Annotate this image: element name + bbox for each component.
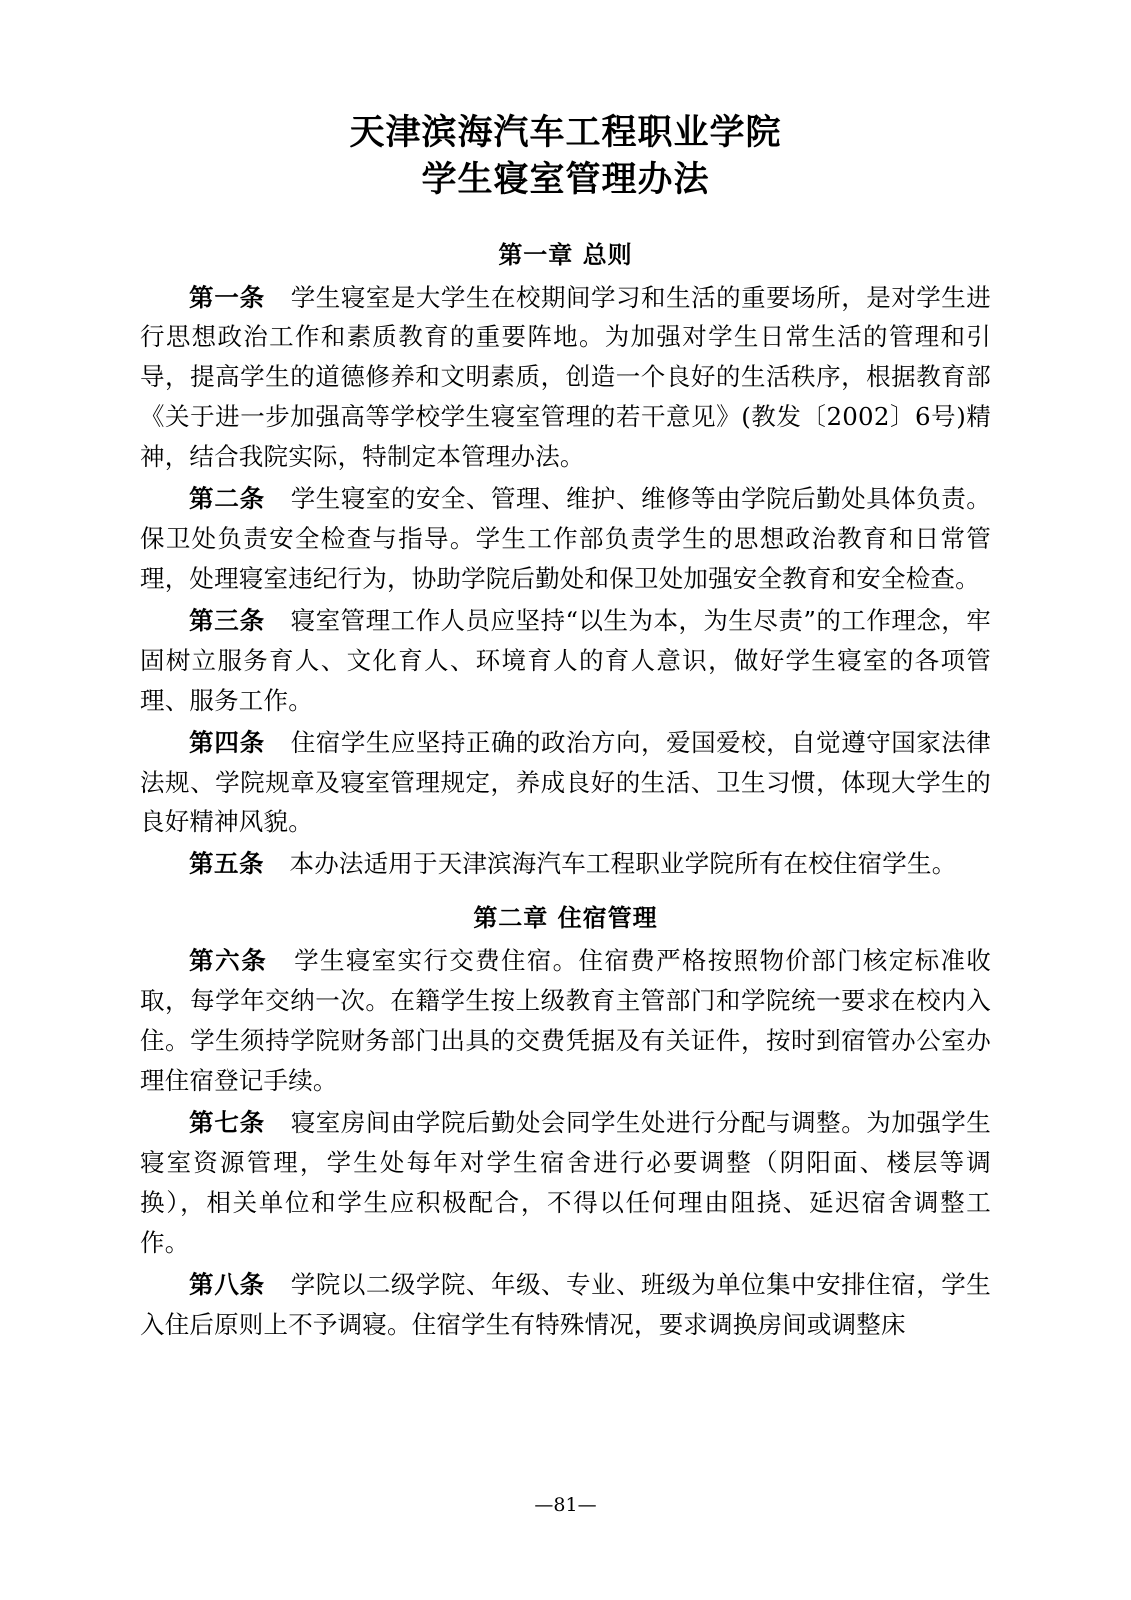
page-number: —81— — [534, 1494, 597, 1516]
article-number: 第七条 — [189, 1108, 265, 1138]
article-number: 第一条 — [189, 282, 265, 312]
article-paragraph — [140, 278, 991, 478]
page-title-line-1: 天津滨海汽车工程职业学院 — [349, 113, 782, 153]
article-number: 第四条 — [189, 727, 265, 757]
article-text: 学生寝室实行交费住宿。住宿费严格按照物价部门核定标准收取，每学年交纳一次。在籍学生按上级教育主管部门和学院统一要求在校内入住。学生须持学院财务部门出具的交费凭据及有关证件，按时到宿管办公室办理住宿登记手续。 — [140, 946, 992, 1096]
article-text: 学生寝室是大学生在校期间学习和生活的重要场所，是对学生进行思想政治工作和素质教育的重要阵地。为加强对学生日常生活的管理和引导，提高学生的道德修养和文明素质，创造一个良好的生活秩序，根据教育部《关于进一步加强高等学校学生寝室管理的若干意见》(教发〔2002〕6号)精神，结合我院实际，特制定本管理办法。 — [140, 282, 991, 472]
article-paragraph — [140, 601, 991, 721]
article-paragraph — [140, 1103, 991, 1263]
chapter-heading-2: 第二章 住宿管理 — [473, 904, 658, 933]
article-text: 寝室房间由学院后勤处会同学生处进行分配与调整。为加强学生寝室资源管理，学生处每年对学生宿舍进行必要调整（阴阳面、楼层等调换），相关单位和学生应积极配合，不得以任何理由阻挠、延迟宿舍调整工作。 — [140, 1108, 991, 1257]
article-paragraph — [140, 1265, 991, 1345]
article-text: 寝室管理工作人员应坚持“以生为本，为生尽责”的工作理念，牢固树立服务育人、文化育人、环境育人的育人意识，做好学生寝室的各项管理、服务工作。 — [140, 605, 991, 715]
page-title-line-2: 学生寝室管理办法 — [421, 160, 710, 201]
article-paragraph — [140, 479, 991, 599]
article-text: 住宿学生应坚持正确的政治方向，爱国爱校，自觉遵守国家法律法规、学院规章及寝室管理规定，养成良好的生活、卫生习惯，体现大学生的良好精神风貌。 — [140, 727, 991, 837]
article-number: 第六条 — [189, 946, 268, 976]
article-number: 第三条 — [189, 605, 265, 635]
article-number: 第五条 — [189, 849, 264, 879]
article-text: 学生寝室的安全、管理、维护、维修等由学院后勤处具体负责。保卫处负责安全检查与指导。学生工作部负责学生的思想政治教育和日常管理，处理寝室违纪行为，协助学院后勤处和保卫处加强安全教育和安全检查。 — [140, 484, 991, 593]
article-number: 第二条 — [189, 484, 265, 514]
chapter-heading-1: 第一章 总则 — [498, 240, 633, 269]
article-text: 本办法适用于天津滨海汽车工程职业学院所有在校住宿学生。 — [289, 849, 957, 879]
page-title — [140, 110, 991, 205]
article-paragraph — [140, 941, 991, 1101]
article-paragraph — [140, 723, 991, 843]
article-text: 学院以二级学院、年级、专业、班级为单位集中安排住宿，学生入住后原则上不予调寝。住宿学生有特殊情况，要求调换房间或调整床 — [140, 1269, 991, 1339]
article-number: 第八条 — [189, 1269, 265, 1299]
article-paragraph — [140, 844, 991, 884]
